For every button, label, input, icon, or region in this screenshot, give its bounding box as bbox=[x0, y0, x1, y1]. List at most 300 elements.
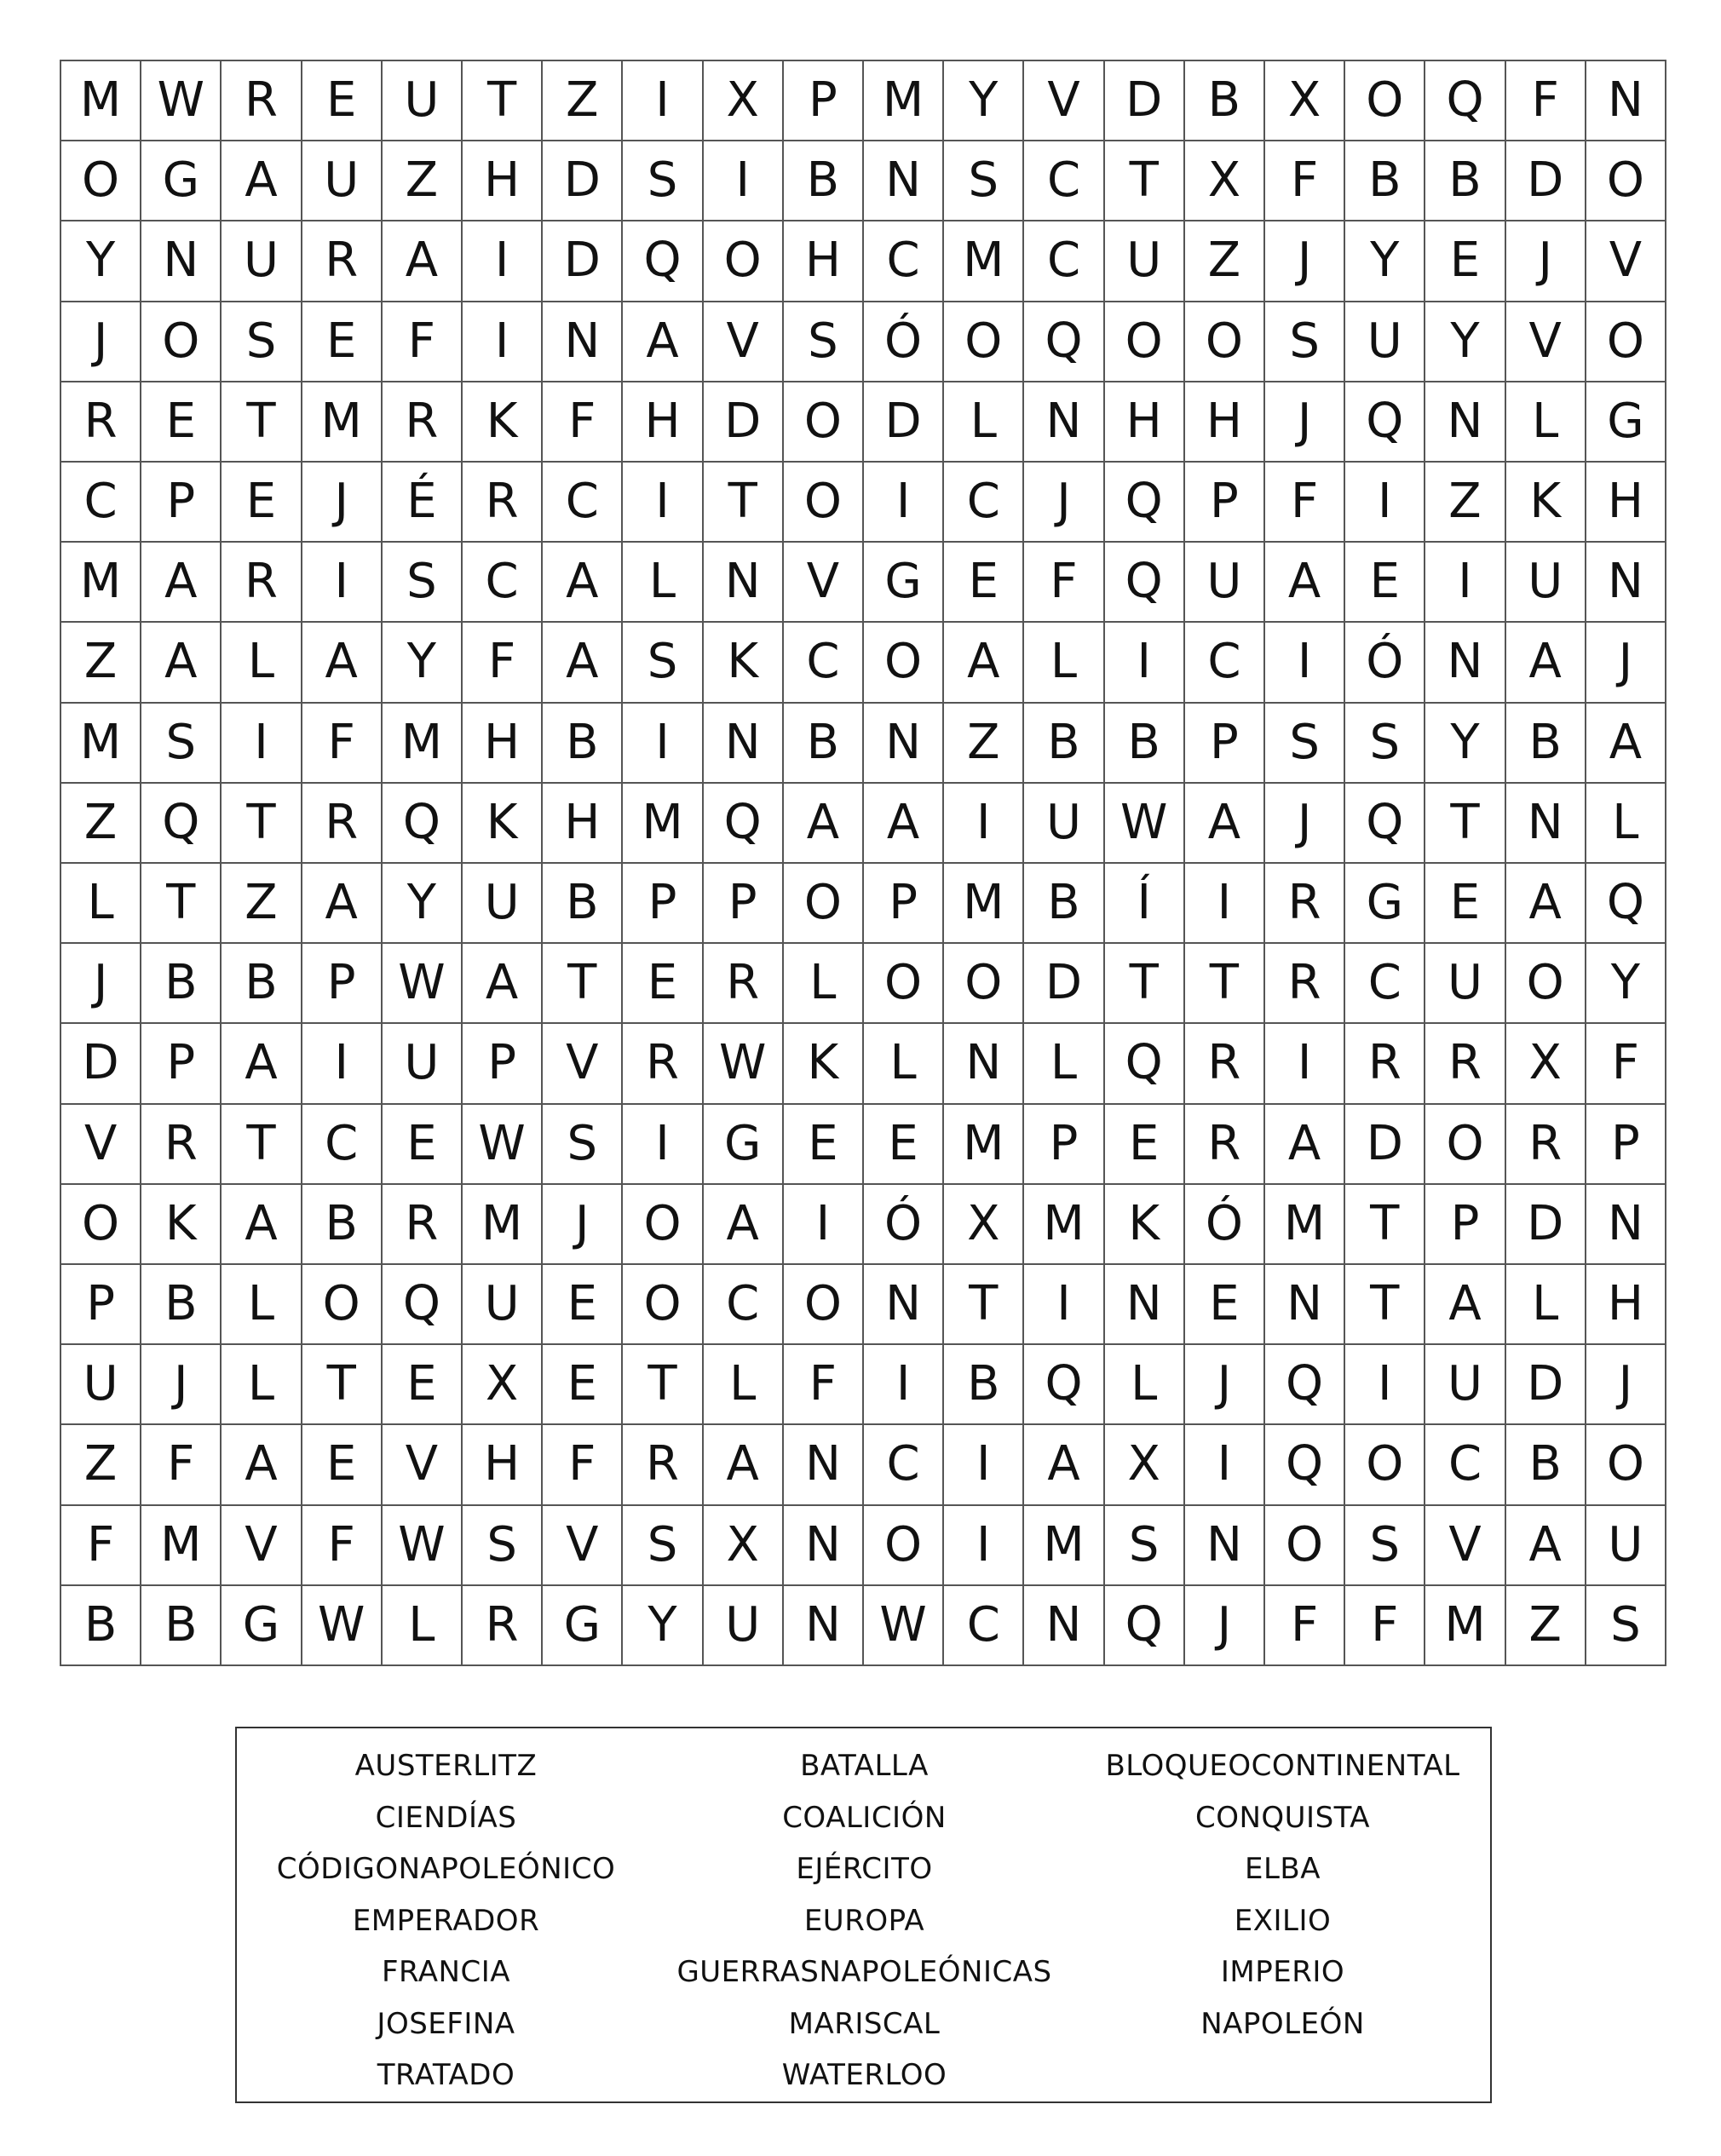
grid-cell[interactable]: N bbox=[944, 1024, 1024, 1104]
grid-cell[interactable]: T bbox=[141, 864, 222, 944]
grid-cell[interactable]: H bbox=[1586, 1265, 1666, 1345]
grid-cell[interactable]: H bbox=[1185, 382, 1265, 463]
grid-cell[interactable]: H bbox=[463, 704, 543, 784]
grid-cell[interactable]: Q bbox=[1105, 543, 1185, 623]
grid-cell[interactable]: F bbox=[383, 302, 463, 382]
grid-cell[interactable]: A bbox=[463, 944, 543, 1024]
grid-cell[interactable]: V bbox=[61, 1105, 141, 1185]
grid-cell[interactable]: C bbox=[944, 463, 1024, 543]
grid-cell[interactable]: D bbox=[1024, 944, 1104, 1024]
grid-cell[interactable]: T bbox=[1105, 141, 1185, 221]
grid-cell[interactable]: S bbox=[1345, 704, 1425, 784]
grid-cell[interactable]: U bbox=[463, 864, 543, 944]
grid-cell[interactable]: K bbox=[463, 784, 543, 864]
grid-cell[interactable]: C bbox=[1024, 141, 1104, 221]
grid-cell[interactable]: K bbox=[141, 1185, 222, 1265]
grid-cell[interactable]: J bbox=[1185, 1345, 1265, 1425]
grid-cell[interactable]: J bbox=[61, 302, 141, 382]
grid-cell[interactable]: B bbox=[1506, 1425, 1586, 1505]
grid-cell[interactable]: N bbox=[1105, 1265, 1185, 1345]
grid-cell[interactable]: I bbox=[1024, 1265, 1104, 1345]
grid-cell[interactable]: O bbox=[1105, 302, 1185, 382]
grid-cell[interactable]: L bbox=[222, 1345, 302, 1425]
grid-cell[interactable]: E bbox=[1425, 864, 1505, 944]
grid-cell[interactable]: L bbox=[1506, 1265, 1586, 1345]
grid-cell[interactable]: K bbox=[704, 623, 784, 703]
grid-cell[interactable]: U bbox=[1425, 1345, 1505, 1425]
grid-cell[interactable]: M bbox=[1024, 1185, 1104, 1265]
grid-cell[interactable]: A bbox=[141, 623, 222, 703]
grid-cell[interactable]: G bbox=[141, 141, 222, 221]
grid-cell[interactable]: R bbox=[302, 784, 383, 864]
grid-cell[interactable]: E bbox=[141, 382, 222, 463]
grid-cell[interactable]: Ó bbox=[864, 1185, 944, 1265]
grid-cell[interactable]: P bbox=[1024, 1105, 1104, 1185]
grid-cell[interactable]: U bbox=[1506, 543, 1586, 623]
grid-cell[interactable]: A bbox=[222, 1024, 302, 1104]
grid-cell[interactable]: R bbox=[704, 944, 784, 1024]
grid-cell[interactable]: Q bbox=[1265, 1425, 1345, 1505]
grid-cell[interactable]: M bbox=[864, 61, 944, 141]
grid-cell[interactable]: D bbox=[1506, 1185, 1586, 1265]
grid-cell[interactable]: L bbox=[623, 543, 703, 623]
grid-cell[interactable]: A bbox=[864, 784, 944, 864]
grid-cell[interactable]: S bbox=[1265, 704, 1345, 784]
grid-cell[interactable]: Q bbox=[1345, 382, 1425, 463]
grid-cell[interactable]: O bbox=[1345, 61, 1425, 141]
grid-cell[interactable]: P bbox=[61, 1265, 141, 1345]
grid-cell[interactable]: R bbox=[623, 1024, 703, 1104]
grid-cell[interactable]: I bbox=[944, 784, 1024, 864]
grid-cell[interactable]: N bbox=[1425, 623, 1505, 703]
grid-cell[interactable]: A bbox=[302, 623, 383, 703]
grid-cell[interactable]: H bbox=[463, 1425, 543, 1505]
grid-cell[interactable]: N bbox=[1425, 382, 1505, 463]
grid-cell[interactable]: Z bbox=[1185, 221, 1265, 302]
grid-cell[interactable]: F bbox=[543, 1425, 623, 1505]
grid-cell[interactable]: D bbox=[1506, 141, 1586, 221]
grid-cell[interactable]: F bbox=[302, 1506, 383, 1586]
grid-cell[interactable]: Q bbox=[1345, 784, 1425, 864]
grid-cell[interactable]: I bbox=[623, 61, 703, 141]
grid-cell[interactable]: I bbox=[1345, 463, 1425, 543]
grid-cell[interactable]: F bbox=[784, 1345, 864, 1425]
grid-cell[interactable]: W bbox=[864, 1586, 944, 1666]
grid-cell[interactable]: Y bbox=[1425, 302, 1505, 382]
grid-cell[interactable]: V bbox=[543, 1024, 623, 1104]
grid-cell[interactable]: U bbox=[383, 61, 463, 141]
grid-cell[interactable]: D bbox=[864, 382, 944, 463]
grid-cell[interactable]: I bbox=[302, 1024, 383, 1104]
grid-cell[interactable]: J bbox=[1586, 623, 1666, 703]
grid-cell[interactable]: J bbox=[1265, 784, 1345, 864]
grid-cell[interactable]: N bbox=[1185, 1506, 1265, 1586]
grid-cell[interactable]: O bbox=[1506, 944, 1586, 1024]
grid-cell[interactable]: I bbox=[1265, 623, 1345, 703]
grid-cell[interactable]: T bbox=[704, 463, 784, 543]
grid-cell[interactable]: A bbox=[543, 623, 623, 703]
grid-cell[interactable]: V bbox=[222, 1506, 302, 1586]
grid-cell[interactable]: Z bbox=[61, 1425, 141, 1505]
grid-cell[interactable]: J bbox=[1586, 1345, 1666, 1425]
grid-cell[interactable]: O bbox=[784, 864, 864, 944]
grid-cell[interactable]: Z bbox=[61, 623, 141, 703]
grid-cell[interactable]: O bbox=[302, 1265, 383, 1345]
grid-cell[interactable]: I bbox=[1105, 623, 1185, 703]
grid-cell[interactable]: G bbox=[1345, 864, 1425, 944]
grid-cell[interactable]: C bbox=[944, 1586, 1024, 1666]
grid-cell[interactable]: Z bbox=[543, 61, 623, 141]
grid-cell[interactable]: M bbox=[1265, 1185, 1345, 1265]
grid-cell[interactable]: D bbox=[1506, 1345, 1586, 1425]
grid-cell[interactable]: U bbox=[302, 141, 383, 221]
grid-cell[interactable]: M bbox=[463, 1185, 543, 1265]
grid-cell[interactable]: E bbox=[302, 61, 383, 141]
grid-cell[interactable]: L bbox=[704, 1345, 784, 1425]
grid-cell[interactable]: Z bbox=[222, 864, 302, 944]
grid-cell[interactable]: Q bbox=[1586, 864, 1666, 944]
grid-cell[interactable]: L bbox=[1105, 1345, 1185, 1425]
grid-cell[interactable]: S bbox=[623, 141, 703, 221]
grid-cell[interactable]: H bbox=[1586, 463, 1666, 543]
grid-cell[interactable]: B bbox=[141, 1265, 222, 1345]
grid-cell[interactable]: E bbox=[383, 1105, 463, 1185]
grid-cell[interactable]: O bbox=[61, 1185, 141, 1265]
grid-cell[interactable]: V bbox=[1506, 302, 1586, 382]
grid-cell[interactable]: B bbox=[141, 1586, 222, 1666]
grid-cell[interactable]: I bbox=[1185, 1425, 1265, 1505]
grid-cell[interactable]: E bbox=[543, 1265, 623, 1345]
grid-cell[interactable]: N bbox=[1024, 1586, 1104, 1666]
grid-cell[interactable]: C bbox=[61, 463, 141, 543]
grid-cell[interactable]: B bbox=[1425, 141, 1505, 221]
grid-cell[interactable]: O bbox=[944, 944, 1024, 1024]
grid-cell[interactable]: T bbox=[1105, 944, 1185, 1024]
grid-cell[interactable]: L bbox=[864, 1024, 944, 1104]
grid-cell[interactable]: C bbox=[463, 543, 543, 623]
grid-cell[interactable]: O bbox=[61, 141, 141, 221]
grid-cell[interactable]: B bbox=[1345, 141, 1425, 221]
grid-cell[interactable]: L bbox=[1506, 382, 1586, 463]
grid-cell[interactable]: Y bbox=[383, 864, 463, 944]
grid-cell[interactable]: L bbox=[1586, 784, 1666, 864]
grid-cell[interactable]: J bbox=[302, 463, 383, 543]
grid-cell[interactable]: P bbox=[1185, 463, 1265, 543]
grid-cell[interactable]: F bbox=[463, 623, 543, 703]
grid-cell[interactable]: A bbox=[704, 1185, 784, 1265]
grid-cell[interactable]: I bbox=[623, 704, 703, 784]
grid-cell[interactable]: S bbox=[543, 1105, 623, 1185]
grid-cell[interactable]: U bbox=[1425, 944, 1505, 1024]
grid-cell[interactable]: C bbox=[1425, 1425, 1505, 1505]
grid-cell[interactable]: A bbox=[383, 221, 463, 302]
grid-cell[interactable]: N bbox=[864, 141, 944, 221]
grid-cell[interactable]: L bbox=[222, 623, 302, 703]
grid-cell[interactable]: N bbox=[1586, 1185, 1666, 1265]
grid-cell[interactable]: W bbox=[141, 61, 222, 141]
grid-cell[interactable]: Y bbox=[623, 1586, 703, 1666]
grid-cell[interactable]: F bbox=[1265, 463, 1345, 543]
grid-cell[interactable]: F bbox=[302, 704, 383, 784]
grid-cell[interactable]: L bbox=[944, 382, 1024, 463]
grid-cell[interactable]: E bbox=[864, 1105, 944, 1185]
grid-cell[interactable]: T bbox=[463, 61, 543, 141]
grid-cell[interactable]: A bbox=[1425, 1265, 1505, 1345]
grid-cell[interactable]: O bbox=[864, 1506, 944, 1586]
grid-cell[interactable]: L bbox=[383, 1586, 463, 1666]
grid-cell[interactable]: I bbox=[623, 1105, 703, 1185]
grid-cell[interactable]: U bbox=[1586, 1506, 1666, 1586]
grid-cell[interactable]: I bbox=[864, 463, 944, 543]
grid-cell[interactable]: A bbox=[141, 543, 222, 623]
grid-cell[interactable]: D bbox=[543, 141, 623, 221]
grid-cell[interactable]: G bbox=[543, 1586, 623, 1666]
grid-cell[interactable]: N bbox=[704, 704, 784, 784]
grid-cell[interactable]: J bbox=[1185, 1586, 1265, 1666]
grid-cell[interactable]: P bbox=[302, 944, 383, 1024]
grid-cell[interactable]: A bbox=[784, 784, 864, 864]
grid-cell[interactable]: X bbox=[1105, 1425, 1185, 1505]
grid-cell[interactable]: Y bbox=[1425, 704, 1505, 784]
grid-cell[interactable]: R bbox=[1185, 1024, 1265, 1104]
grid-cell[interactable]: E bbox=[302, 1425, 383, 1505]
grid-cell[interactable]: A bbox=[222, 1425, 302, 1505]
grid-cell[interactable]: I bbox=[302, 543, 383, 623]
grid-cell[interactable]: R bbox=[1265, 864, 1345, 944]
grid-cell[interactable]: F bbox=[1506, 61, 1586, 141]
grid-cell[interactable]: I bbox=[944, 1506, 1024, 1586]
grid-cell[interactable]: E bbox=[623, 944, 703, 1024]
grid-cell[interactable]: L bbox=[222, 1265, 302, 1345]
grid-cell[interactable]: B bbox=[944, 1345, 1024, 1425]
grid-cell[interactable]: O bbox=[1345, 1425, 1425, 1505]
grid-cell[interactable]: X bbox=[463, 1345, 543, 1425]
grid-cell[interactable]: W bbox=[383, 944, 463, 1024]
grid-cell[interactable]: P bbox=[141, 1024, 222, 1104]
grid-cell[interactable]: R bbox=[383, 382, 463, 463]
grid-cell[interactable]: C bbox=[864, 221, 944, 302]
grid-cell[interactable]: R bbox=[141, 1105, 222, 1185]
grid-cell[interactable]: Z bbox=[383, 141, 463, 221]
grid-cell[interactable]: F bbox=[1345, 1586, 1425, 1666]
grid-cell[interactable]: M bbox=[623, 784, 703, 864]
grid-cell[interactable]: O bbox=[784, 1265, 864, 1345]
grid-cell[interactable]: Q bbox=[1105, 463, 1185, 543]
grid-cell[interactable]: E bbox=[1345, 543, 1425, 623]
grid-cell[interactable]: Q bbox=[704, 784, 784, 864]
grid-cell[interactable]: H bbox=[543, 784, 623, 864]
grid-cell[interactable]: P bbox=[864, 864, 944, 944]
grid-cell[interactable]: X bbox=[1506, 1024, 1586, 1104]
grid-cell[interactable]: A bbox=[704, 1425, 784, 1505]
grid-cell[interactable]: D bbox=[543, 221, 623, 302]
grid-cell[interactable]: Q bbox=[141, 784, 222, 864]
grid-cell[interactable]: Q bbox=[1105, 1024, 1185, 1104]
grid-cell[interactable]: J bbox=[141, 1345, 222, 1425]
grid-cell[interactable]: E bbox=[944, 543, 1024, 623]
grid-cell[interactable]: V bbox=[1425, 1506, 1505, 1586]
grid-cell[interactable]: M bbox=[141, 1506, 222, 1586]
grid-cell[interactable]: R bbox=[1425, 1024, 1505, 1104]
grid-cell[interactable]: Í bbox=[1105, 864, 1185, 944]
grid-cell[interactable]: D bbox=[704, 382, 784, 463]
grid-cell[interactable]: E bbox=[383, 1345, 463, 1425]
grid-cell[interactable]: B bbox=[543, 864, 623, 944]
grid-cell[interactable]: S bbox=[141, 704, 222, 784]
grid-cell[interactable]: N bbox=[141, 221, 222, 302]
grid-cell[interactable]: C bbox=[784, 623, 864, 703]
grid-cell[interactable]: A bbox=[1506, 623, 1586, 703]
grid-cell[interactable]: E bbox=[784, 1105, 864, 1185]
grid-cell[interactable]: V bbox=[383, 1425, 463, 1505]
grid-cell[interactable]: F bbox=[141, 1425, 222, 1505]
grid-cell[interactable]: A bbox=[1024, 1425, 1104, 1505]
grid-cell[interactable]: I bbox=[1345, 1345, 1425, 1425]
grid-cell[interactable]: O bbox=[864, 623, 944, 703]
grid-cell[interactable]: D bbox=[61, 1024, 141, 1104]
grid-cell[interactable]: K bbox=[1506, 463, 1586, 543]
grid-cell[interactable]: A bbox=[222, 1185, 302, 1265]
grid-cell[interactable]: I bbox=[1265, 1024, 1345, 1104]
grid-cell[interactable]: O bbox=[1586, 302, 1666, 382]
grid-cell[interactable]: B bbox=[1024, 704, 1104, 784]
grid-cell[interactable]: X bbox=[1265, 61, 1345, 141]
grid-cell[interactable]: P bbox=[784, 61, 864, 141]
grid-cell[interactable]: E bbox=[543, 1345, 623, 1425]
grid-cell[interactable]: B bbox=[302, 1185, 383, 1265]
grid-cell[interactable]: N bbox=[543, 302, 623, 382]
grid-cell[interactable]: T bbox=[1345, 1185, 1425, 1265]
grid-cell[interactable]: X bbox=[944, 1185, 1024, 1265]
grid-cell[interactable]: A bbox=[1506, 1506, 1586, 1586]
grid-cell[interactable]: O bbox=[1185, 302, 1265, 382]
grid-cell[interactable]: S bbox=[1345, 1506, 1425, 1586]
grid-cell[interactable]: F bbox=[61, 1506, 141, 1586]
grid-cell[interactable]: H bbox=[623, 382, 703, 463]
grid-cell[interactable]: T bbox=[222, 382, 302, 463]
grid-cell[interactable]: T bbox=[1345, 1265, 1425, 1345]
grid-cell[interactable]: Y bbox=[944, 61, 1024, 141]
grid-cell[interactable]: E bbox=[222, 463, 302, 543]
grid-cell[interactable]: Q bbox=[1024, 1345, 1104, 1425]
grid-cell[interactable]: A bbox=[1586, 704, 1666, 784]
grid-cell[interactable]: Z bbox=[1425, 463, 1505, 543]
grid-cell[interactable]: M bbox=[61, 704, 141, 784]
grid-cell[interactable]: T bbox=[944, 1265, 1024, 1345]
grid-cell[interactable]: N bbox=[1586, 543, 1666, 623]
grid-cell[interactable]: W bbox=[463, 1105, 543, 1185]
grid-cell[interactable]: M bbox=[1024, 1506, 1104, 1586]
grid-cell[interactable]: S bbox=[463, 1506, 543, 1586]
grid-cell[interactable]: T bbox=[1425, 784, 1505, 864]
grid-cell[interactable]: N bbox=[704, 543, 784, 623]
grid-cell[interactable]: Q bbox=[1105, 1586, 1185, 1666]
grid-cell[interactable]: S bbox=[944, 141, 1024, 221]
grid-cell[interactable]: E bbox=[302, 302, 383, 382]
grid-cell[interactable]: Y bbox=[1586, 944, 1666, 1024]
grid-cell[interactable]: A bbox=[222, 141, 302, 221]
grid-cell[interactable]: P bbox=[463, 1024, 543, 1104]
grid-cell[interactable]: Y bbox=[61, 221, 141, 302]
grid-cell[interactable]: G bbox=[222, 1586, 302, 1666]
grid-cell[interactable]: I bbox=[463, 221, 543, 302]
grid-cell[interactable]: G bbox=[1586, 382, 1666, 463]
grid-cell[interactable]: C bbox=[1185, 623, 1265, 703]
grid-cell[interactable]: O bbox=[784, 382, 864, 463]
grid-cell[interactable]: U bbox=[222, 221, 302, 302]
grid-cell[interactable]: U bbox=[1024, 784, 1104, 864]
grid-cell[interactable]: H bbox=[463, 141, 543, 221]
grid-cell[interactable]: C bbox=[864, 1425, 944, 1505]
grid-cell[interactable]: H bbox=[784, 221, 864, 302]
grid-cell[interactable]: I bbox=[463, 302, 543, 382]
grid-cell[interactable]: T bbox=[623, 1345, 703, 1425]
grid-cell[interactable]: I bbox=[704, 141, 784, 221]
grid-cell[interactable]: Ó bbox=[864, 302, 944, 382]
grid-cell[interactable]: U bbox=[383, 1024, 463, 1104]
grid-cell[interactable]: F bbox=[1265, 141, 1345, 221]
grid-cell[interactable]: S bbox=[1105, 1506, 1185, 1586]
grid-cell[interactable]: D bbox=[1345, 1105, 1425, 1185]
grid-cell[interactable]: R bbox=[1265, 944, 1345, 1024]
grid-cell[interactable]: B bbox=[222, 944, 302, 1024]
grid-cell[interactable]: Q bbox=[383, 1265, 463, 1345]
grid-cell[interactable]: Q bbox=[1265, 1345, 1345, 1425]
grid-cell[interactable]: O bbox=[1586, 141, 1666, 221]
grid-cell[interactable]: A bbox=[1265, 1105, 1345, 1185]
grid-cell[interactable]: R bbox=[463, 463, 543, 543]
grid-cell[interactable]: J bbox=[61, 944, 141, 1024]
grid-cell[interactable]: O bbox=[1425, 1105, 1505, 1185]
grid-cell[interactable]: O bbox=[864, 944, 944, 1024]
grid-cell[interactable]: A bbox=[623, 302, 703, 382]
grid-cell[interactable]: R bbox=[1506, 1105, 1586, 1185]
grid-cell[interactable]: P bbox=[1586, 1105, 1666, 1185]
grid-cell[interactable]: D bbox=[1105, 61, 1185, 141]
grid-cell[interactable]: W bbox=[1105, 784, 1185, 864]
grid-cell[interactable]: M bbox=[944, 221, 1024, 302]
grid-cell[interactable]: S bbox=[784, 302, 864, 382]
grid-cell[interactable]: O bbox=[704, 221, 784, 302]
grid-cell[interactable]: T bbox=[302, 1345, 383, 1425]
grid-cell[interactable]: A bbox=[302, 864, 383, 944]
grid-cell[interactable]: Y bbox=[383, 623, 463, 703]
grid-cell[interactable]: B bbox=[543, 704, 623, 784]
grid-cell[interactable]: B bbox=[141, 944, 222, 1024]
grid-cell[interactable]: J bbox=[1506, 221, 1586, 302]
grid-cell[interactable]: U bbox=[704, 1586, 784, 1666]
grid-cell[interactable]: J bbox=[1265, 382, 1345, 463]
grid-cell[interactable]: E bbox=[1185, 1265, 1265, 1345]
grid-cell[interactable]: J bbox=[1265, 221, 1345, 302]
grid-cell[interactable]: G bbox=[704, 1105, 784, 1185]
grid-cell[interactable]: V bbox=[1586, 221, 1666, 302]
grid-cell[interactable]: K bbox=[463, 382, 543, 463]
grid-cell[interactable]: L bbox=[784, 944, 864, 1024]
grid-cell[interactable]: P bbox=[1425, 1185, 1505, 1265]
grid-cell[interactable]: N bbox=[864, 1265, 944, 1345]
grid-cell[interactable]: R bbox=[302, 221, 383, 302]
grid-cell[interactable]: U bbox=[1185, 543, 1265, 623]
grid-cell[interactable]: R bbox=[1345, 1024, 1425, 1104]
grid-cell[interactable]: B bbox=[784, 141, 864, 221]
grid-cell[interactable]: U bbox=[1345, 302, 1425, 382]
grid-cell[interactable]: C bbox=[704, 1265, 784, 1345]
grid-cell[interactable]: N bbox=[1024, 382, 1104, 463]
grid-cell[interactable]: I bbox=[623, 463, 703, 543]
grid-cell[interactable]: Q bbox=[383, 784, 463, 864]
grid-cell[interactable]: Z bbox=[61, 784, 141, 864]
